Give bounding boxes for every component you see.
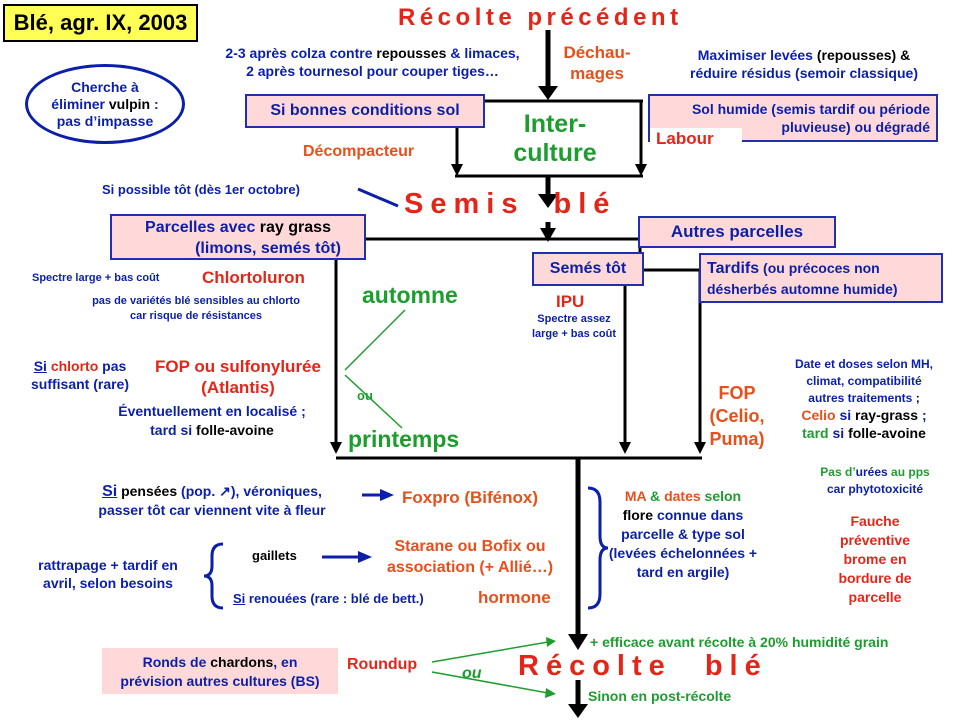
- automne-line: [345, 310, 405, 370]
- si-pensees-note: Si pensées (pop. ↗), véroniques, passer tôt car viennent vite à fleur: [98, 483, 326, 518]
- pas-varietes-note: pas de variétés blé sensibles au chlorto car risque de résistances: [92, 295, 300, 322]
- automne-label: automne: [362, 282, 458, 308]
- ou-label-2: ou: [462, 665, 482, 682]
- si-chlorto-note: Si chlorto pas suffisant (rare): [30, 358, 130, 392]
- semes-tot-box: Semés tôt: [532, 252, 644, 286]
- eventuellement-note: Éventuellement en localisé ; tard si folle-avoine: [118, 403, 306, 438]
- si-possible-note: Si possible tôt (dès 1er octobre): [102, 182, 300, 197]
- spectre-assez-note: Spectre assez large + bas coût: [531, 313, 617, 340]
- bonnes-conditions-box: Si bonnes conditions sol: [245, 94, 485, 128]
- vulpin-oval: Cherche à éliminer vulpin : pas d’impasse: [25, 64, 185, 144]
- arrow-ne-icon: ↗: [219, 483, 231, 499]
- semis-ble-heading: Semis blé: [404, 188, 617, 220]
- plus-efficace-note: + efficace avant récolte à 20% humidité grain: [590, 634, 889, 650]
- ou-label-1: ou: [357, 388, 373, 403]
- interculture-label: Inter- culture: [513, 110, 597, 167]
- rattrapage-note: rattrapage + tardif en avril, selon besoins: [38, 557, 178, 591]
- sinon-note: Sinon en post-récolte: [588, 688, 732, 704]
- gaillets-label: gaillets: [252, 548, 297, 563]
- ma-dates-note: MA & dates selon flore connue dans parcelle & type sol (levées échelonnées + tard en argile): [608, 488, 758, 580]
- printemps-label: printemps: [348, 426, 460, 452]
- autres-parcelles-box: Autres parcelles: [638, 216, 836, 248]
- brace-left-icon: [204, 544, 223, 608]
- dechaumages-label: Déchau- mages: [563, 43, 631, 83]
- spectre-large-note: Spectre large + bas coût: [32, 272, 160, 284]
- ipu-label: IPU: [556, 292, 585, 311]
- pas-urees-note: Pas d’urées au pps car phytotoxicité: [820, 465, 930, 496]
- fauche-note: Fauche préventive brome en bordure de parcelle: [838, 513, 912, 605]
- date-doses-note: Date et doses selon MH, climat, compatibilité autres traitements ; Celio si ray-grass ; tard si folle-avoine: [794, 357, 934, 441]
- recolte-precedent-heading: Récolte précédent: [398, 4, 683, 31]
- main-arrowhead-1: [538, 86, 558, 100]
- top-left-note: 2-3 après colza contre repousses & limaces, 2 après tournesol pour couper tiges…: [225, 45, 520, 79]
- top-right-note: Maximiser levées (repousses) & réduire résidus (semoir classique): [690, 47, 918, 81]
- slide-title: Blé, agr. IX, 2003: [3, 4, 198, 42]
- brace-right-icon: [588, 488, 608, 608]
- fop-celio-label: FOP (Celio, Puma): [709, 383, 765, 449]
- decompacteur-label: Décompacteur: [303, 143, 415, 160]
- chlortoluron-label: Chlortoluron: [202, 268, 305, 287]
- si-possible-pointer: [358, 189, 398, 206]
- parcelles-ray-grass-box: Parcelles avec ray grass (limons, semés tôt): [110, 214, 366, 260]
- hormone-label: hormone: [478, 588, 551, 607]
- recolte-ble-heading: Récolte blé: [518, 650, 768, 682]
- ronds-chardons-box: Ronds de chardons, en prévision autres cultures (BS): [102, 648, 338, 694]
- starane-label: Starane ou Bofix ou association (+ Allié…): [386, 538, 554, 576]
- fop-sulfo-label: FOP ou sulfonylurée (Atlantis): [155, 357, 321, 397]
- sol-humide-box: Sol humide (semis tardif ou période pluvieuse) ou dégradé: [648, 94, 938, 142]
- tardifs-box: Tardifs (ou précoces non désherbés automne humide): [699, 253, 943, 303]
- foxpro-label: Foxpro (Bifénox): [402, 488, 538, 507]
- labour-label: Labour: [650, 128, 742, 152]
- printemps-line: [345, 375, 402, 428]
- roundup-label: Roundup: [347, 656, 418, 673]
- si-renouees-note: Si renouées (rare : blé de bett.): [233, 591, 424, 606]
